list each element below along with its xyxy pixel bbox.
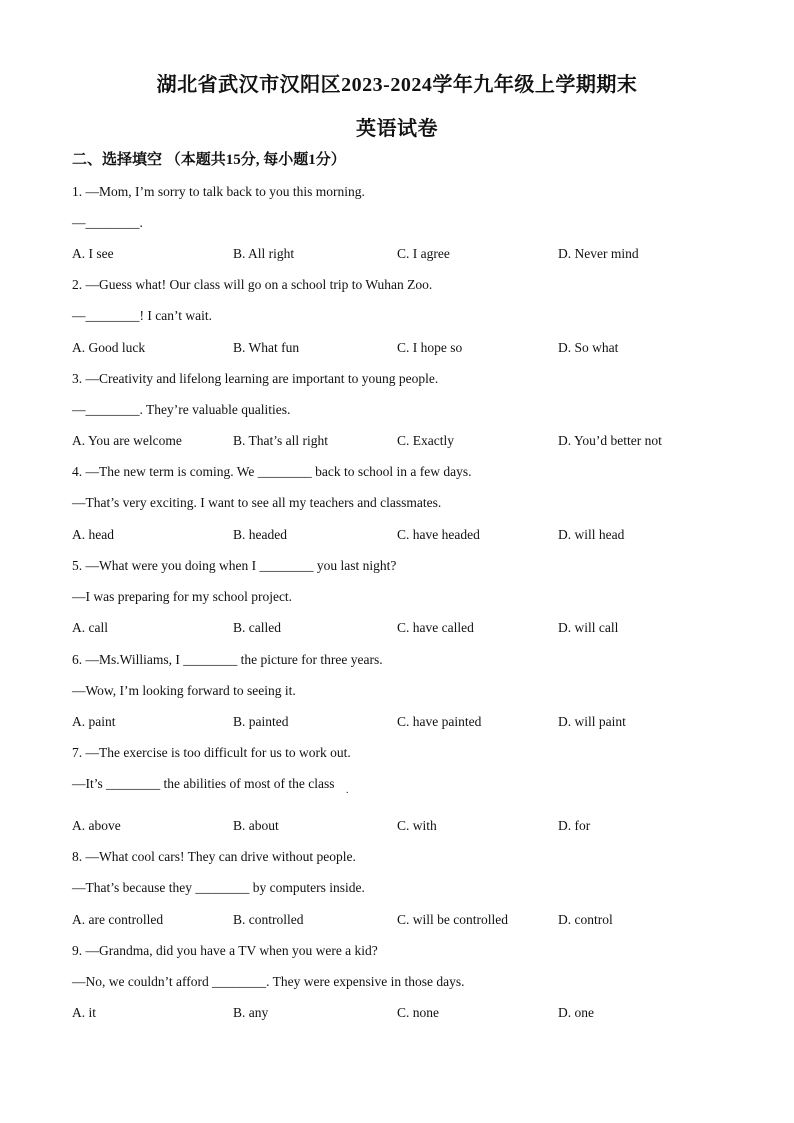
option-b: B. called [233,620,281,635]
option-d: D. So what [558,340,619,355]
question-response: —It’s ________ the abilities of most of the class [72,776,335,791]
option-a: A. above [72,818,121,833]
question-prompt: 9. —Grandma, did you have a TV when you were a kid? [72,943,378,958]
option-d: D. one [558,1005,594,1020]
option-c: C. have called [397,620,474,635]
document-subtitle: 英语试卷 [356,118,438,140]
option-d: D. for [558,818,591,833]
option-c: C. I agree [397,246,450,261]
option-a: A. paint [72,714,116,729]
question-prompt: 8. —What cool cars! They can drive without people. [72,849,356,864]
option-a: A. You are welcome [72,433,182,448]
option-c: C. Exactly [397,433,454,448]
question-prompt: 1. —Mom, I’m sorry to talk back to you this morning. [72,184,365,199]
option-d: D. will call [558,620,619,635]
option-b: B. about [233,818,279,833]
option-b: B. any [233,1005,269,1020]
question-prompt: 2. —Guess what! Our class will go on a school trip to Wuhan Zoo. [72,277,433,292]
option-c: C. I hope so [397,340,463,355]
option-c: C. have headed [397,527,480,542]
option-c: C. none [397,1005,439,1020]
option-a: A. I see [72,246,114,261]
option-a: A. are controlled [72,912,164,927]
option-a: A. call [72,620,108,635]
question-response: —________. [72,215,143,230]
question-prompt: 5. —What were you doing when I ________ you last night? [72,558,397,573]
question-response: —Wow, I’m looking forward to seeing it. [72,683,296,698]
option-d: D. control [558,912,613,927]
option-d: D. will head [558,527,625,542]
option-b: B. What fun [233,340,300,355]
option-b: B. controlled [233,912,304,927]
option-b: B. headed [233,527,287,542]
option-b: B. That’s all right [233,433,328,448]
question-response: —That’s very exciting. I want to see all my teachers and classmates. [72,495,442,510]
stray-period-mark: . [346,785,349,796]
option-c: C. have painted [397,714,482,729]
option-c: C. with [397,818,437,833]
option-d: D. You’d better not [558,433,662,448]
question-response: —That’s because they ________ by computers inside. [72,880,365,895]
question-prompt: 6. —Ms.Williams, I ________ the picture for three years. [72,652,383,667]
option-a: A. head [72,527,114,542]
document-title: 湖北省武汉市汉阳区2023-2024学年九年级上学期期末 [156,74,638,96]
question-response: —________! I can’t wait. [72,308,212,323]
question-prompt: 7. —The exercise is too difficult for us to work out. [72,745,351,760]
question-response: —________. They’re valuable qualities. [72,402,291,417]
option-a: A. Good luck [72,340,146,355]
option-c: C. will be controlled [397,912,508,927]
question-response: —I was preparing for my school project. [72,589,293,604]
question-prompt: 4. —The new term is coming. We ________ back to school in a few days. [72,464,472,479]
section-heading: 二、选择填空 （本题共15分, 每小题1分） [72,152,346,168]
question-prompt: 3. —Creativity and lifelong learning are important to young people. [72,371,439,386]
option-d: D. will paint [558,714,626,729]
question-response: —No, we couldn’t afford ________. They were expensive in those days. [72,974,465,989]
option-b: B. painted [233,714,289,729]
option-b: B. All right [233,246,295,261]
option-a: A. it [72,1005,97,1020]
option-d: D. Never mind [558,246,639,261]
